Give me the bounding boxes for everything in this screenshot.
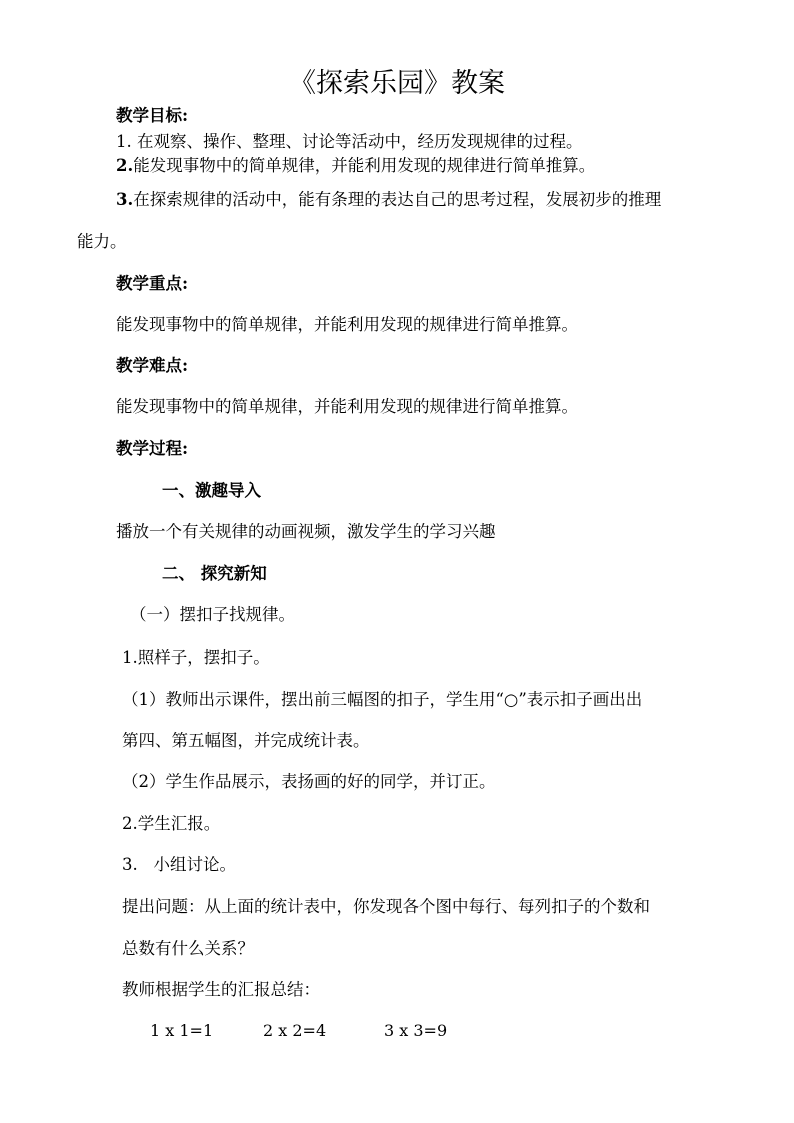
key-points-heading: 教学重点: (116, 274, 189, 293)
step-1-a-continuation: 第四、第五幅图，并完成统计表。 (122, 731, 370, 750)
formula-1: 1 x 1=1 (150, 1021, 214, 1040)
question-text: 提出问题：从上面的统计表中，你发现各个图中每行、每列扣子的个数和 (122, 897, 650, 916)
subsection-1-heading: （一）摆扣子找规律。 (130, 605, 295, 624)
question-continuation: 总数有什么关系？ (122, 939, 254, 958)
formula-2: 2 x 2=4 (263, 1021, 327, 1040)
difficulties-text: 能发现事物中的简单规律，并能利用发现的规律进行简单推算。 (116, 397, 578, 416)
objective-item-3-number: 3. (116, 190, 134, 209)
step-1: 1.照样子，摆扣子。 (122, 648, 270, 667)
difficulties-heading: 教学难点: (116, 356, 189, 375)
formula-3: 3 x 3=9 (384, 1021, 448, 1040)
step-3: 3. 小组讨论。 (122, 855, 236, 874)
section-1-heading: 一、激趣导入 (162, 481, 261, 500)
objectives-heading: 教学目标: (116, 106, 189, 125)
objective-item-2 (116, 156, 595, 176)
objective-item-2-text: 能发现事物中的简单规律，并能利用发现的规律进行简单推算。 (133, 156, 596, 175)
page-title: 《探索乐园》教案 (289, 68, 505, 99)
objective-item-1: 1. 在观察、操作、整理、讨论等活动中，经历发现规律的过程。 (116, 132, 583, 151)
summary-text: 教师根据学生的汇报总结： (122, 980, 320, 999)
objective-item-3-text: 在探索规律的活动中，能有条理的表达自己的思考过程，发展初步的推理 (133, 190, 662, 209)
objective-item-2-number: 2. (116, 156, 134, 175)
key-points-text: 能发现事物中的简单规律，并能利用发现的规律进行简单推算。 (116, 315, 578, 334)
process-heading: 教学过程: (116, 439, 189, 458)
objective-item-3-continuation: 能力。 (77, 232, 127, 251)
step-1-a: （1）教师出示课件，摆出前三幅图的扣子，学生用“○”表示扣子画出出 (122, 690, 643, 709)
section-1-text: 播放一个有关规律的动画视频，激发学生的学习兴趣 (116, 522, 496, 541)
step-1-b: （2）学生作品展示，表扬画的好的同学，并订正。 (122, 772, 496, 791)
objective-item-3 (116, 190, 661, 210)
section-2-heading: 二、 探究新知 (162, 564, 267, 583)
step-2: 2.学生汇报。 (122, 814, 221, 833)
